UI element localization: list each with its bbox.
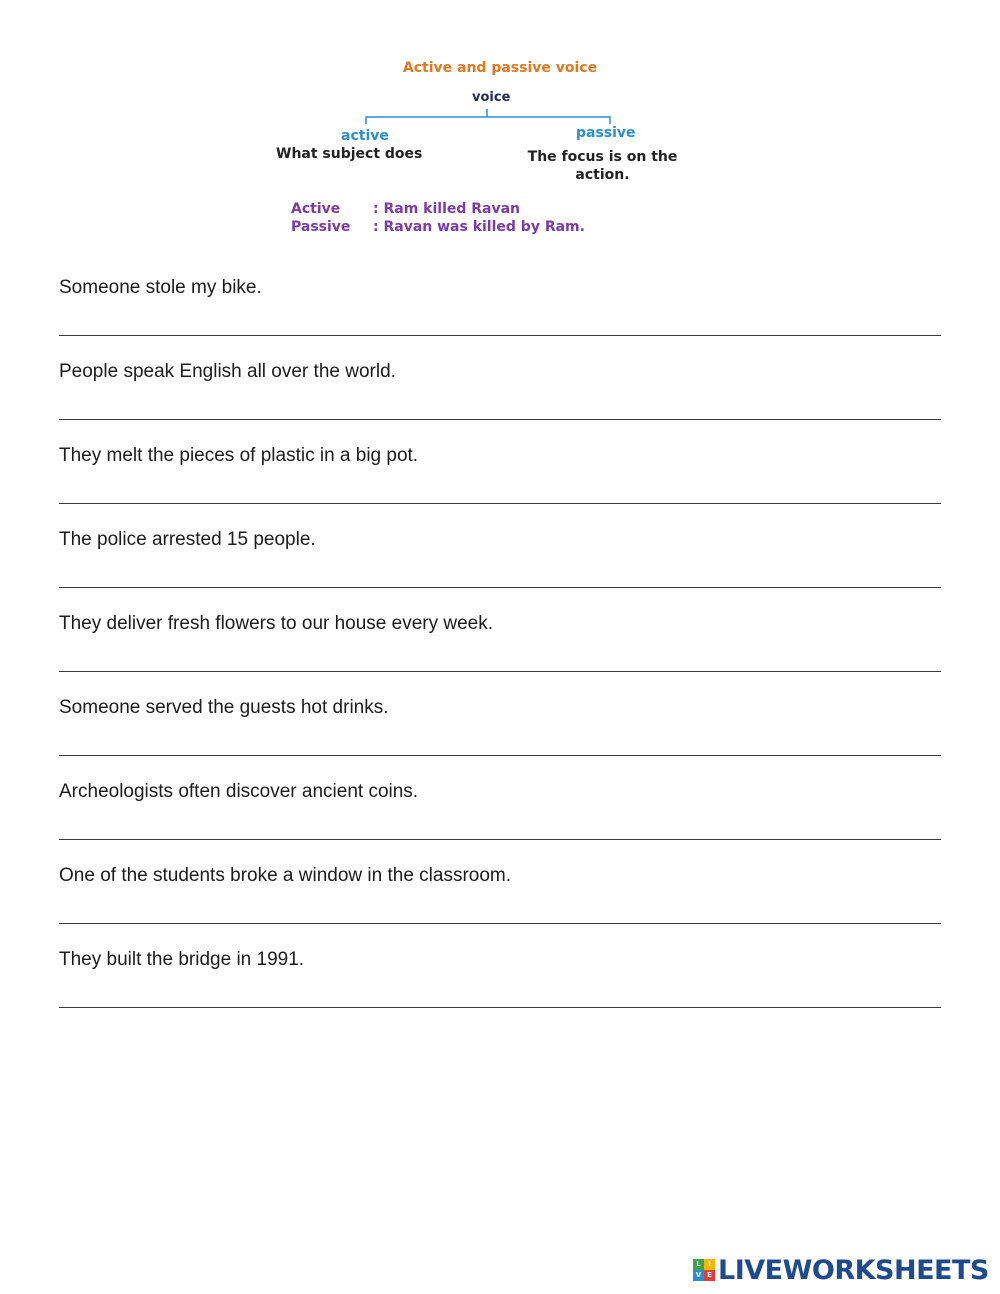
diagram-active-label: active <box>341 128 389 144</box>
question-item <box>59 612 941 696</box>
question-item <box>59 276 941 360</box>
diagram-passive-description-line1: The focus is on the <box>527 149 678 165</box>
question-text: Archeologists often discover ancient coins. <box>59 781 419 802</box>
question-text: Someone stole my bike. <box>59 277 262 298</box>
question-text: They built the bridge in 1991. <box>59 949 305 970</box>
answer-line[interactable] <box>59 587 941 588</box>
question-item <box>59 696 941 780</box>
liveworksheets-logo[interactable] <box>693 1256 989 1284</box>
answer-line[interactable] <box>59 671 941 672</box>
answer-line[interactable] <box>59 419 941 420</box>
question-text: One of the students broke a window in the classroom. <box>59 865 512 886</box>
brand-name: LIVEWORKSHEETS <box>718 1254 989 1286</box>
example-passive-text: : Ravan was killed by Ram. <box>373 219 585 235</box>
question-text: Someone served the guests hot drinks. <box>59 697 389 718</box>
question-item <box>59 780 941 864</box>
diagram-passive-description-line2: action. <box>575 167 630 183</box>
example-passive <box>291 219 585 235</box>
question-item <box>59 864 941 948</box>
example-passive-label: Passive <box>291 219 351 235</box>
answer-line[interactable] <box>59 839 941 840</box>
question-item <box>59 360 941 444</box>
answer-line[interactable] <box>59 1007 941 1008</box>
question-item <box>59 948 941 1032</box>
question-text: The police arrested 15 people. <box>59 529 316 550</box>
diagram-passive-description <box>500 148 705 184</box>
answer-line[interactable] <box>59 503 941 504</box>
answer-line[interactable] <box>59 923 941 924</box>
question-item <box>59 444 941 528</box>
diagram-passive-label: passive <box>576 125 636 141</box>
liveworksheets-icon: L I V E <box>693 1259 715 1281</box>
example-active <box>291 201 520 217</box>
question-item <box>59 528 941 612</box>
example-active-text: : Ram killed Ravan <box>373 201 521 217</box>
diagram-root-label: voice <box>472 90 511 105</box>
question-list <box>59 276 941 1032</box>
diagram-title: Active and passive voice <box>402 60 598 76</box>
example-active-label: Active <box>291 201 341 217</box>
answer-line[interactable] <box>59 335 941 336</box>
question-text: People speak English all over the world. <box>59 361 396 382</box>
diagram-active-description: What subject does <box>276 146 423 162</box>
question-text: They deliver fresh flowers to our house every week. <box>59 613 494 634</box>
question-text: They melt the pieces of plastic in a big pot. <box>59 445 419 466</box>
voice-diagram <box>0 0 1000 250</box>
answer-line[interactable] <box>59 755 941 756</box>
